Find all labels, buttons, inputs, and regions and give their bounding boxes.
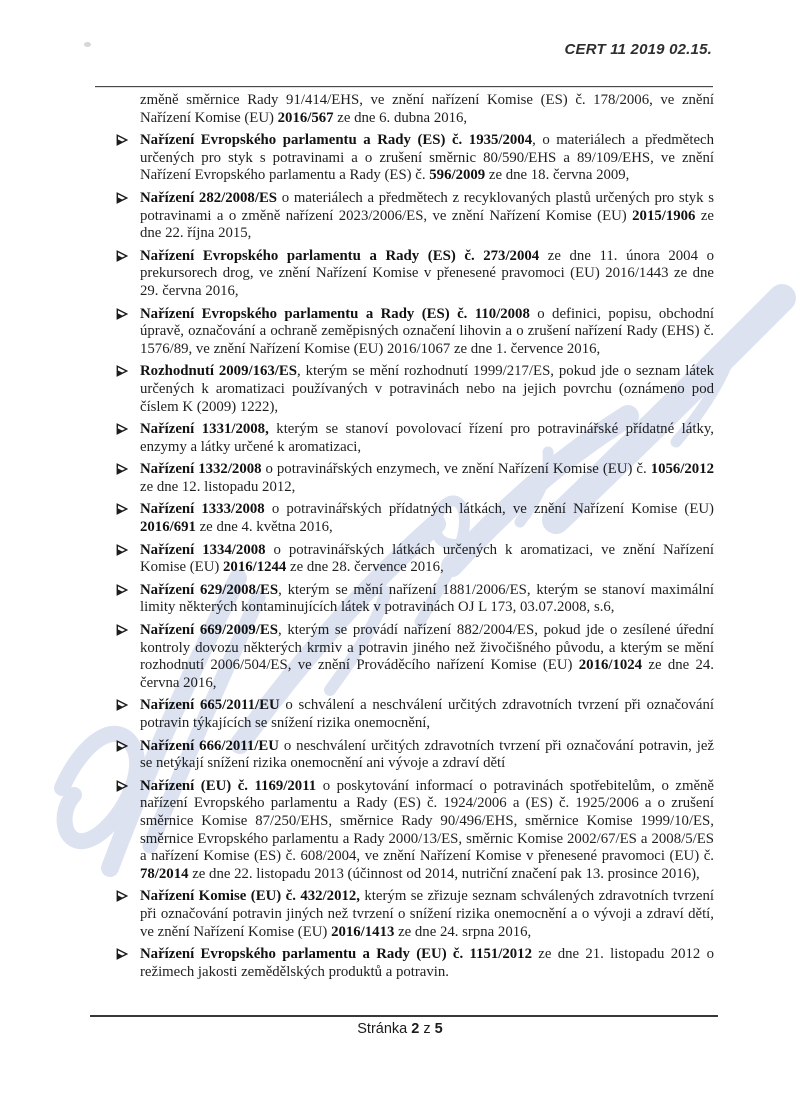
text-run: ze dne 18. června 2009, [485, 167, 630, 184]
bullet-arrow-icon [116, 463, 128, 475]
regulation-item [140, 306, 714, 359]
regulation-item [140, 190, 714, 243]
text-run: , o materiálech a předmětech určených pro styk s potravinami a o zrušení směrnic 80/590/EHS a 89/109/EHS, ve znění Nařízení Evropského parlamentu a Rady (ES) č. [140, 132, 714, 184]
text-run: , kterým se mění nařízení 1881/2006/ES, kterým se stanoví maximální limity některých kontaminujících látek v potravinách OJ L 173, 03.07.2008, s.6, [140, 581, 714, 616]
regulation-item [140, 501, 714, 536]
bullet-arrow-icon [116, 780, 128, 792]
regulation-item [140, 542, 714, 577]
header-code: CERT 11 2019 02.15. [564, 41, 712, 58]
bold-run: Nařízení 282/2008/ES [140, 189, 278, 206]
text-run: o definici, popisu, obchodní úpravě, označování a ochraně zeměpisných označení lihovin a o zrušení nařízení Rady (EHS) č. 1576/89, ve znění Nařízení Komise (EU) 2016/1067 ze dne 1. července 2016, [140, 305, 714, 357]
text-run: Stránka [357, 1021, 412, 1037]
regulation-item [140, 363, 714, 416]
text-run: , kterým se mění rozhodnutí 1999/217/ES, pokud jde o seznam látek určených k aromatizaci používaných v potravinách nebo na jejich povrchu (oznámeno pod číslem K (2009) 1222), [140, 363, 714, 415]
regulation-list [140, 92, 714, 986]
bold-run: Nařízení Evropského parlamentu a Rady (EU) č. 1151/2012 [140, 946, 532, 963]
bullet-arrow-icon [116, 134, 128, 146]
text-run: ze dne 28. července 2016, [286, 559, 444, 576]
regulation-item [140, 582, 714, 617]
regulation-item [140, 461, 714, 496]
regulation-item [140, 248, 714, 301]
bold-run: 1056/2012 [650, 461, 714, 478]
text-run: , kterým se provádí nařízení 882/2004/ES, pokud jde o zesílené úřední kontroly dovozu některých krmiv a potravin jiného než živočišného původu, a kterým se mění rozhodnutí 2006/504/ES, ve znění Prováděcího nařízení Komise (EU) [140, 622, 714, 674]
bold-run: Nařízení 666/2011/EU [140, 737, 279, 754]
bold-run: 78/2014 [140, 865, 189, 882]
bold-run: 2016/1244 [223, 559, 287, 576]
bullet-arrow-icon [116, 308, 128, 320]
regulation-item [140, 622, 714, 692]
bullet-arrow-icon [116, 192, 128, 204]
text-run: ze dne 4. května 2016, [195, 519, 333, 536]
text-run: ze dne 21. listopadu 2012 o režimech jakosti zemědělských produktů a potravin. [140, 946, 715, 980]
bold-run: 596/2009 [429, 167, 486, 184]
bold-run: 2016/567 [277, 109, 334, 126]
text-run: o potravinářských látkách určených k aromatizaci, ve znění Nařízení Komise (EU) [140, 541, 714, 576]
regulation-item [140, 421, 714, 456]
text-run: ze dne 12. listopadu 2012, [140, 478, 296, 495]
text-run: ze dne 11. února 2004 o prekursorech drog, ve znění Nařízení Komise v přenesené pravomoci (EU) 2016/1443 ze dne 29. června 2016, [140, 247, 714, 299]
text-run: o neschválení určitých zdravotních tvrzení při označování potravin, jež se netýkají snížení rizika onemocnění ani vývoje a zdraví dětí [140, 737, 714, 772]
regulation-item [140, 738, 714, 773]
bullet-arrow-icon [116, 423, 128, 435]
text-run: kterým se zřizuje seznam schválených zdravotních tvrzení při označování potravin jiných než tvrzení o snížení rizika onemocnění a o vývoji a zdraví dětí, ve znění Nařízení Komise (EU) [140, 888, 714, 940]
bullet-arrow-icon [116, 503, 128, 515]
bold-run: 2015/1906 [632, 207, 696, 224]
regulation-item [140, 946, 714, 981]
bold-run: Nařízení Evropského parlamentu a Rady (ES) č. 110/2008 [140, 305, 530, 322]
header-divider [95, 86, 713, 87]
text-run: ze dne 22. listopadu 2013 (účinnost od 2014, nutriční značení pak 13. prosince 2016), [188, 865, 700, 882]
text-run: kterým se stanoví povolovací řízení pro potravinářské přídatné látky, enzymy a látky určené k aromatizaci, [140, 421, 714, 455]
bold-run: Nařízení 629/2008/ES [140, 581, 279, 598]
bold-run: Nařízení 665/2011/EU [140, 697, 280, 714]
regulation-item [140, 778, 714, 884]
bold-run: Nařízení 1332/2008 [140, 461, 262, 478]
bold-run: 5 [434, 1021, 443, 1037]
bold-run: 2016/691 [140, 519, 196, 536]
bold-run: 2 [411, 1021, 420, 1037]
bullet-arrow-icon [116, 624, 128, 636]
bullet-arrow-icon [116, 890, 128, 902]
text-run: ze dne 24. června 2016, [140, 657, 714, 691]
bullet-arrow-icon [116, 365, 128, 377]
page-number-label [357, 1021, 442, 1037]
bold-run: Nařízení 1331/2008, [140, 421, 269, 438]
footer-divider [90, 1015, 718, 1017]
text-run: o potravinářských přídatných látkách, ve znění Nařízení Komise (EU) [264, 501, 714, 518]
bold-run: Nařízení (EU) č. 1169/2011 [140, 777, 317, 794]
bullet-arrow-icon [116, 544, 128, 556]
bold-run: Nařízení Evropského parlamentu a Rady (ES) č. 1935/2004 [140, 132, 533, 149]
page-footer [0, 1021, 800, 1037]
scan-speck [84, 42, 91, 47]
text-run: z [419, 1021, 435, 1037]
text-run: o potravinářských enzymech, ve znění Nařízení Komise (EU) č. [261, 461, 651, 478]
bullet-arrow-icon [116, 584, 128, 596]
bullet-arrow-icon [116, 250, 128, 262]
bullet-arrow-icon [116, 948, 128, 960]
bullet-arrow-icon [116, 699, 128, 711]
text-run: o materiálech a předmětech z recyklovaných plastů určených pro styk s potravinami a o změně nařízení 2023/2006/ES, ve znění Nařízení Komise (EU) [140, 189, 714, 224]
bold-run: Rozhodnutí 2009/163/ES [140, 363, 297, 380]
bullet-arrow-icon [116, 740, 128, 752]
text-run: o schválení a neschválení určitých zdravotních tvrzení při označování potravin týkajících se snížení rizika onemocnění, [140, 697, 715, 731]
bold-run: 2016/1413 [331, 923, 395, 940]
text-run: ze dne 24. srpna 2016, [394, 923, 532, 940]
bold-run: Nařízení Evropského parlamentu a Rady (ES) č. 273/2004 [140, 247, 540, 264]
bold-run: Nařízení 1333/2008 [140, 501, 265, 518]
text-run: změně směrnice Rady 91/414/EHS, ve znění nařízení Komise (ES) č. 178/2006, ve znění Nařízení Komise (EU) [140, 92, 714, 126]
bold-run: 2016/1024 [578, 657, 643, 674]
text-run: ze dne 22. října 2015, [140, 207, 714, 242]
regulation-item [140, 888, 714, 941]
regulation-item [140, 132, 714, 185]
text-run: o poskytování informací o potravinách spotřebitelům, o změně nařízení Evropského parlamentu a Rady (ES) č. 1924/2006 a (ES) č. 1925/2006 a o zrušení směrnice Komise 87/250/EHS, směrnice Rady 90/496/EHS, směrnice Komise 1999/10/ES, směrnice Evropského parlamentu a Rady 2000/13/ES, směrnic Komise 2002/67/ES a 2008/5/ES a nařízení Komise (ES) č. 608/2004, ve znění Nařízení Komise v přenesené pravomoci (EU) č. [140, 777, 714, 865]
text-run: ze dne 6. dubna 2016, [333, 109, 468, 126]
bold-run: Nařízení 1334/2008 [140, 541, 266, 558]
regulation-item [140, 697, 714, 732]
continuation-paragraph [140, 92, 714, 127]
bold-run: Nařízení 669/2009/ES [140, 622, 278, 639]
bold-run: Nařízení Komise (EU) č. 432/2012, [140, 888, 360, 905]
